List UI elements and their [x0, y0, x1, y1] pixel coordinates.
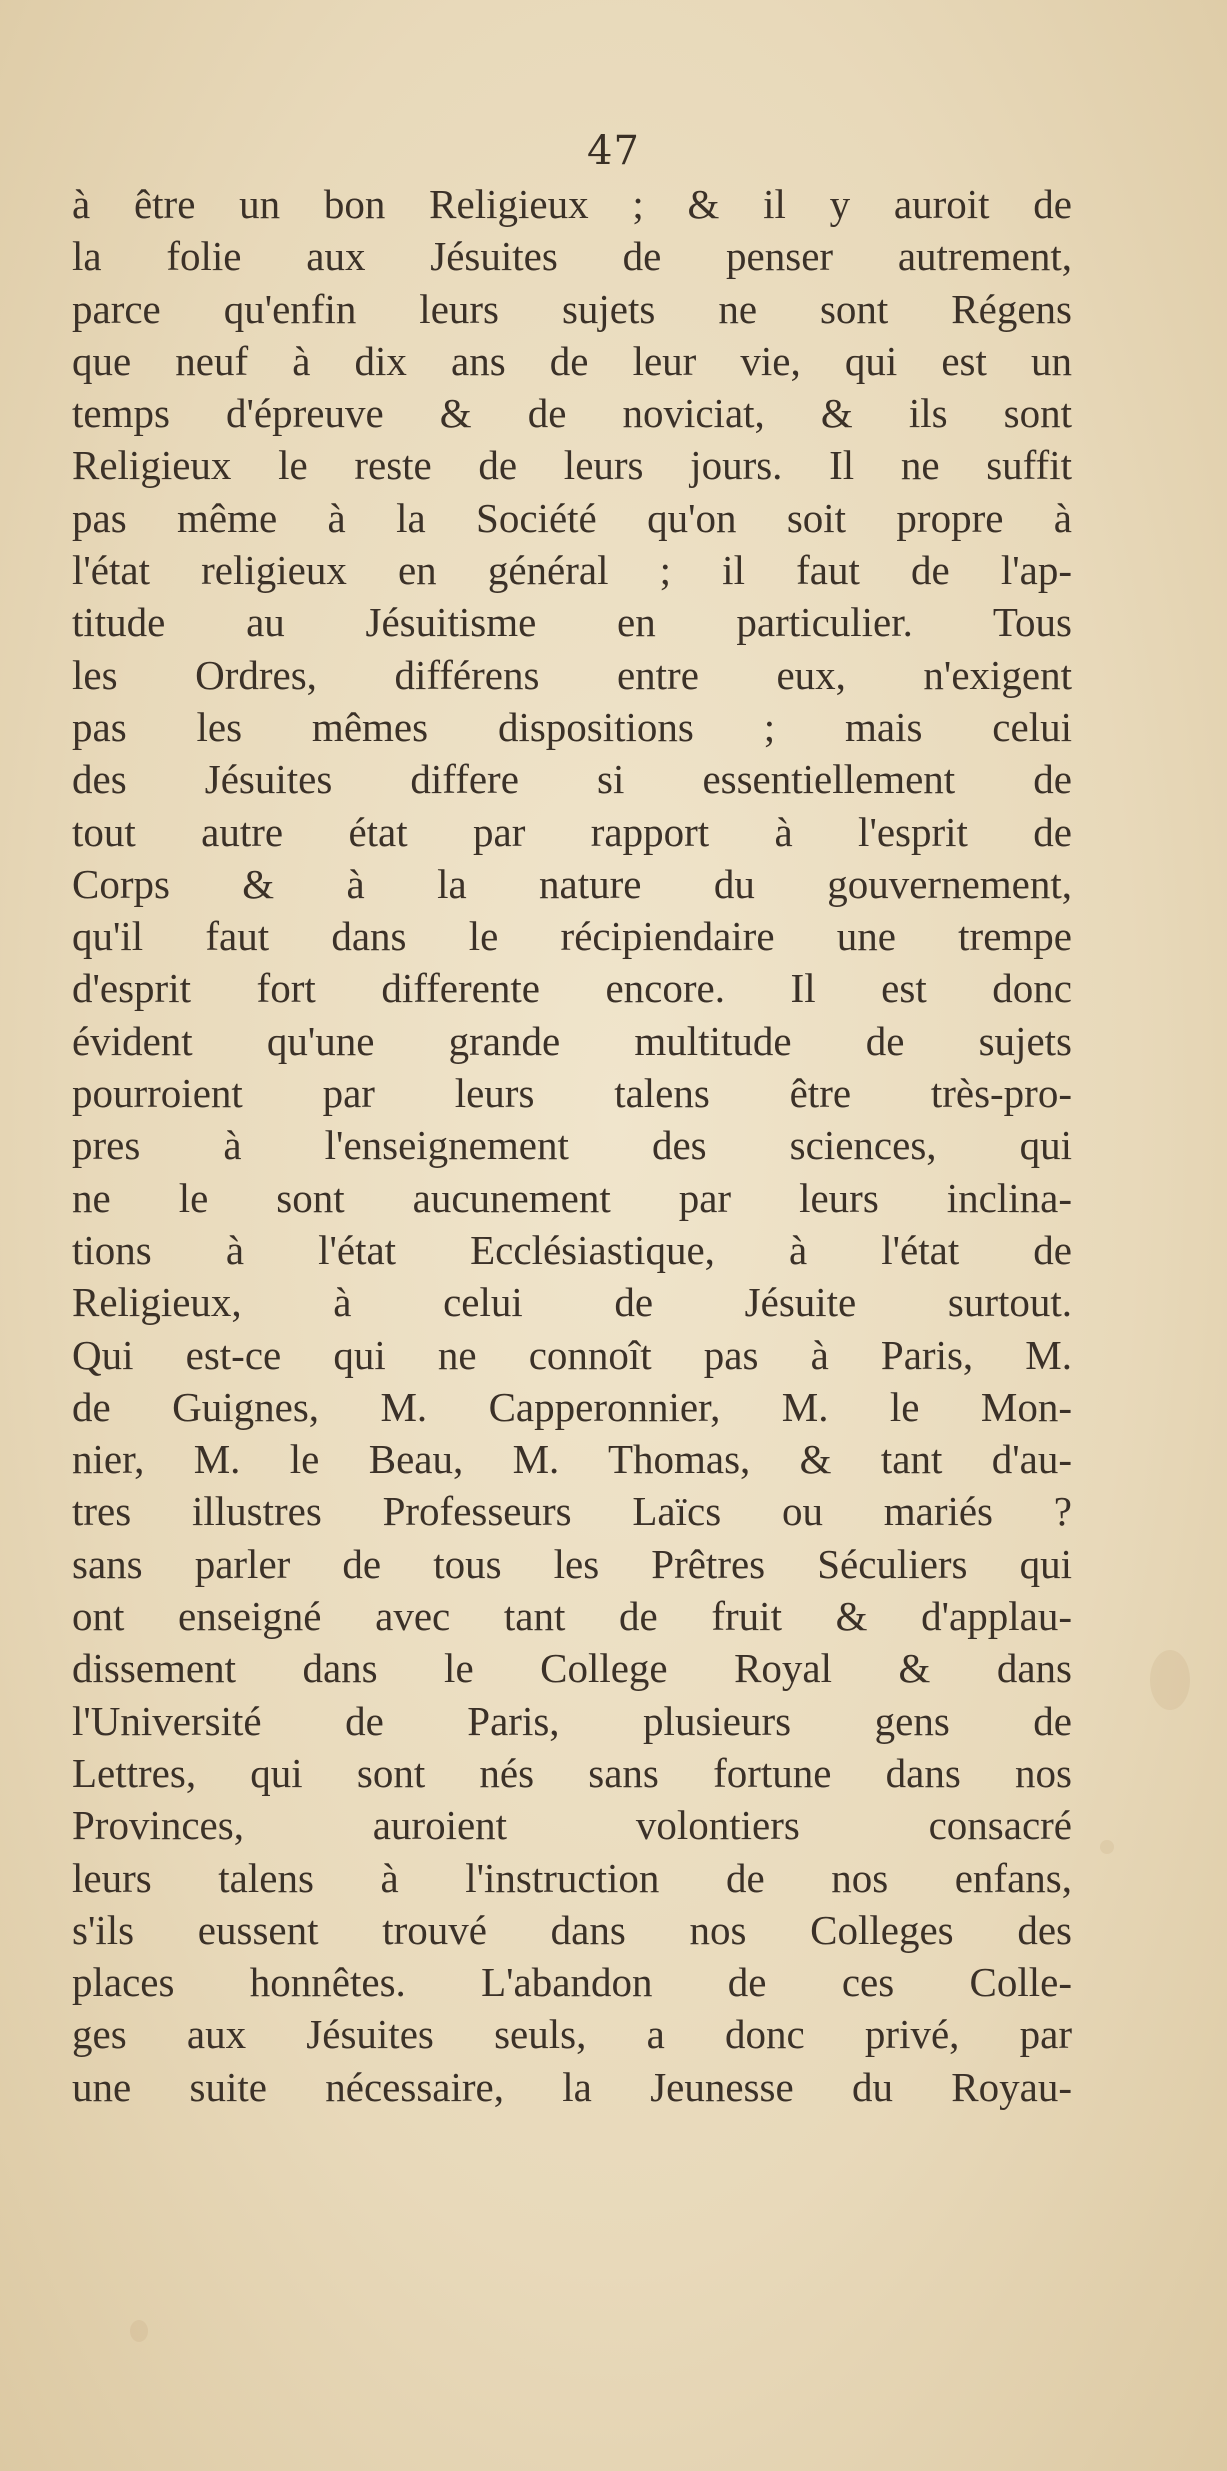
text-line: une suite nécessaire, la Jeunesse du Royau-	[72, 2063, 1072, 2110]
text-line: titude au Jésuitisme en particulier. Tous	[72, 599, 1072, 646]
text-line: ont enseigné avec tant de fruit & d'applau-	[72, 1593, 1072, 1640]
text-line: ges aux Jésuites seuls, a donc privé, par	[72, 2011, 1072, 2058]
text-line: ne le sont aucunement par leurs inclina-	[72, 1174, 1072, 1221]
text-line: des Jésuites differe si essentiellement de	[72, 756, 1072, 803]
text-line: évident qu'une grande multitude de sujets	[72, 1017, 1072, 1064]
text-line: qu'il faut dans le récipiendaire une trempe	[72, 913, 1072, 960]
text-line: s'ils eussent trouvé dans nos Colleges des	[72, 1906, 1072, 1953]
text-line: Religieux, à celui de Jésuite surtout.	[72, 1279, 1072, 1326]
text-line: l'Université de Paris, plusieurs gens de	[72, 1697, 1072, 1744]
paper-stain	[1150, 1650, 1190, 1710]
text-line: Religieux le reste de leurs jours. Il ne suffit	[72, 442, 1072, 489]
text-line: parce qu'enfin leurs sujets ne sont Régens	[72, 285, 1072, 332]
text-line: d'esprit fort differente encore. Il est donc	[72, 965, 1072, 1012]
text-line: l'état religieux en général ; il faut de l'ap-	[72, 547, 1072, 594]
text-line: Provinces, auroient volontiers consacré	[72, 1802, 1072, 1849]
text-line: places honnêtes. L'abandon de ces Colle-	[72, 1959, 1072, 2006]
body-text	[72, 178, 1072, 2113]
text-line: Qui est-ce qui ne connoît pas à Paris, M.	[72, 1331, 1072, 1378]
text-line: à être un bon Religieux ; & il y auroit de	[72, 181, 1072, 227]
text-line: pres à l'enseignement des sciences, qui	[72, 1122, 1072, 1169]
text-line: tout autre état par rapport à l'esprit de	[72, 808, 1072, 855]
text-line: leurs talens à l'instruction de nos enfans,	[72, 1854, 1072, 1901]
paper-stain	[1100, 1840, 1114, 1854]
paper-stain	[130, 2320, 148, 2342]
text-line: nier, M. le Beau, M. Thomas, & tant d'au-	[72, 1436, 1072, 1483]
text-line: tions à l'état Ecclésiastique, à l'état de	[72, 1226, 1072, 1273]
page-number: 47	[587, 128, 640, 174]
text-line: tres illustres Professeurs Laïcs ou mariés ?	[72, 1488, 1072, 1535]
text-line: temps d'épreuve & de noviciat, & ils sont	[72, 390, 1072, 437]
text-line: la folie aux Jésuites de penser autrement,	[72, 233, 1072, 280]
text-line: pas les mêmes dispositions ; mais celui	[72, 703, 1072, 750]
text-line: que neuf à dix ans de leur vie, qui est un	[72, 337, 1072, 384]
text-line: Lettres, qui sont nés sans fortune dans nos	[72, 1749, 1072, 1796]
text-line: Corps & à la nature du gouvernement,	[72, 860, 1072, 907]
text-line: pourroient par leurs talens être très-pro-	[72, 1070, 1072, 1117]
text-line: sans parler de tous les Prêtres Séculiers qui	[72, 1540, 1072, 1587]
text-line: pas même à la Société qu'on soit propre à	[72, 494, 1072, 541]
text-line: dissement dans le College Royal & dans	[72, 1645, 1072, 1692]
text-line: de Guignes, M. Capperonnier, M. le Mon-	[72, 1383, 1072, 1430]
text-line: les Ordres, différens entre eux, n'exigent	[72, 651, 1072, 698]
